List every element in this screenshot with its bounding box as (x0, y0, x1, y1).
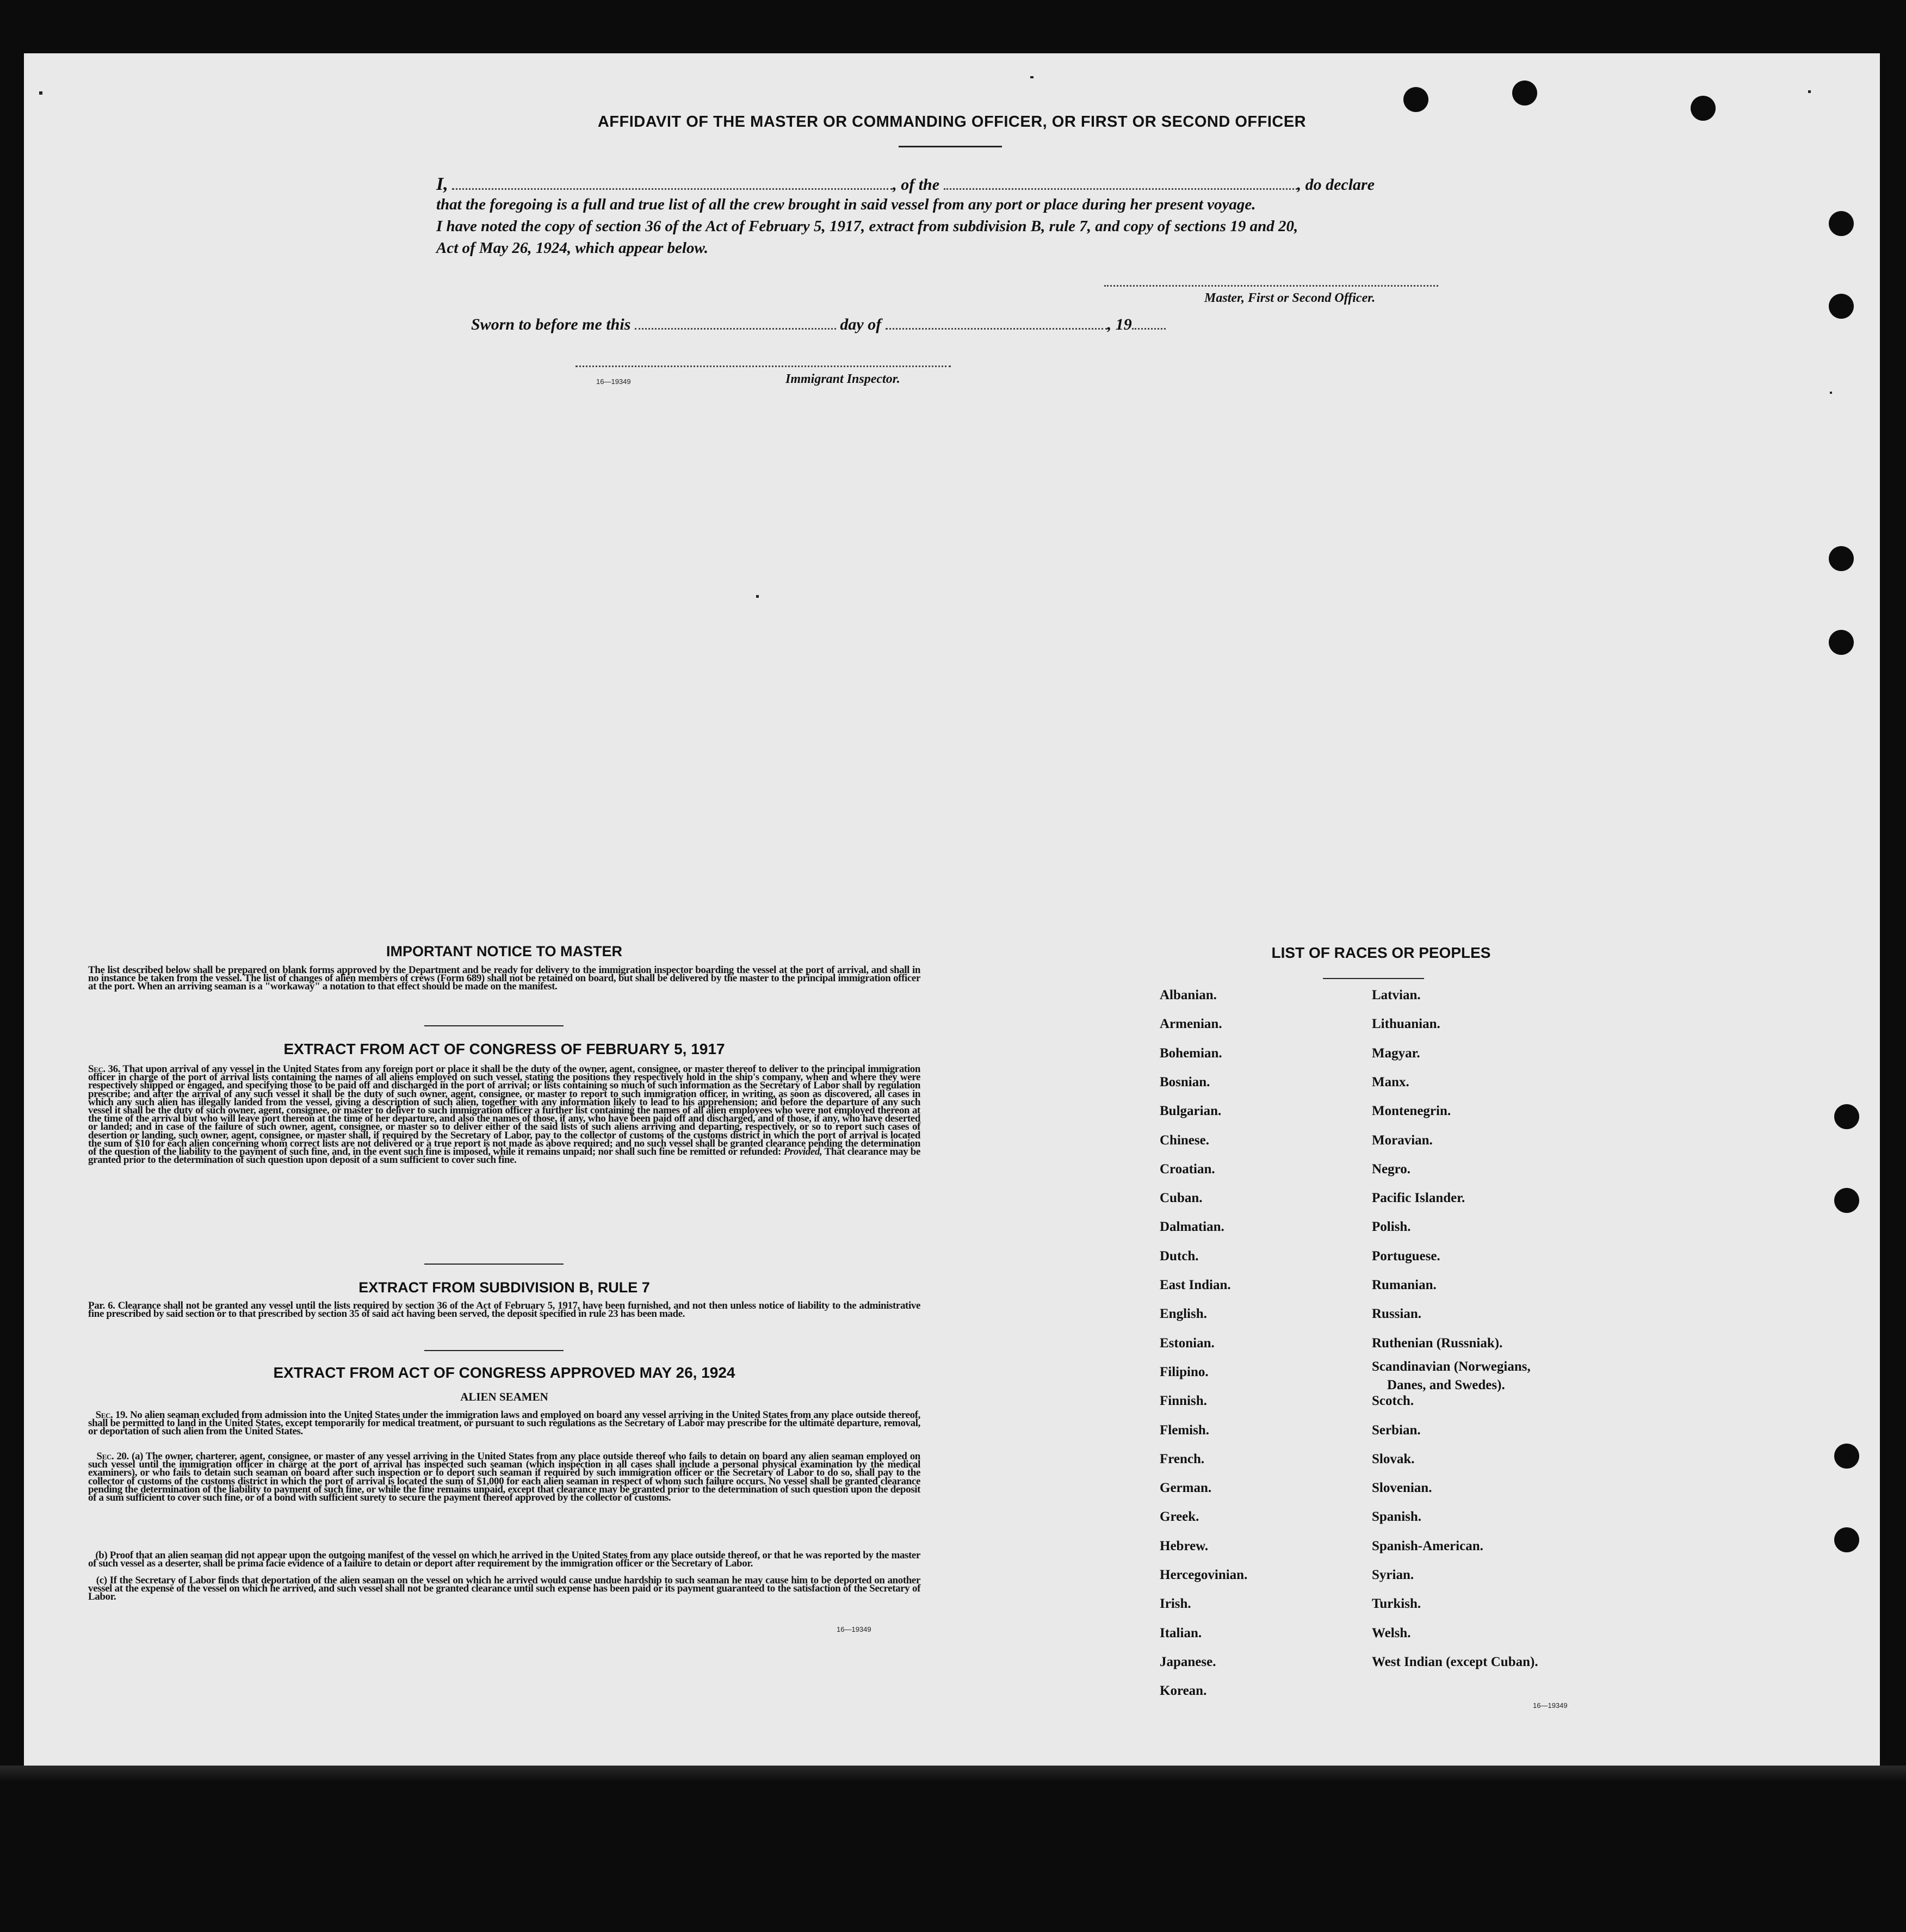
race-item: Italian. (1160, 1625, 1202, 1640)
sec-36-label: Sec. 36. (88, 1063, 121, 1075)
punch-hole (1829, 630, 1854, 655)
races-rule (1323, 978, 1424, 979)
punch-hole (1834, 1188, 1859, 1213)
race-item: Chinese. (1160, 1132, 1209, 1148)
punch-hole (1691, 96, 1716, 121)
rule7-rule (424, 1350, 564, 1351)
race-item: Russian. (1372, 1306, 1422, 1322)
race-item: East Indian. (1160, 1278, 1231, 1292)
race-item: Bulgarian. (1160, 1104, 1222, 1119)
day-of-label: day of (840, 315, 882, 333)
races-title: LIST OF RACES OR PEOPLES (1271, 944, 1491, 961)
bottom-edge (0, 1766, 1906, 1782)
affidavit-title: AFFIDAVIT OF THE MASTER OR COMMANDING OFFICER, OR FIRST OR SECOND OFFICER (597, 113, 1307, 131)
extract-1924-sec19 (88, 1411, 920, 1436)
race-item: Welsh. (1372, 1625, 1411, 1640)
sec-20b-body: (b) Proof that an alien seaman did not appear upon the outgoing manifest of the vessel on which he arrived in the United States from any place outside thereof, or that he was reported by the master of such vessel as a deserter, shall be prima facie evidence of a failure to detain or deport after requirement by the immigration officer or the Secretary of Labor. (88, 1550, 920, 1570)
races-form-number: 16—19349 (1533, 1701, 1568, 1710)
inspector-label: Immigrant Inspector. (785, 372, 900, 386)
race-item: Spanish-American. (1372, 1538, 1483, 1553)
punch-hole (1829, 546, 1854, 571)
race-item: English. (1160, 1306, 1207, 1322)
race-item: Magyar. (1372, 1045, 1420, 1061)
race-item: Korean. (1160, 1683, 1207, 1699)
inspector-signature-line[interactable] (575, 358, 951, 367)
speck-mark (1808, 90, 1811, 93)
year-prefix: , 19 (1107, 315, 1132, 333)
sec-36-end: That clearance may be granted prior to the determination of such question upon deposit of a sum sufficient to cover such fine. (88, 1146, 920, 1166)
sec-19-body: No alien seaman excluded from admission into the United States under the immigration laws and employed on board any vessel arriving in the United States from any place outside thereof, shall be permitted to land in the United States, except temporarily for medical treatment, or pursuant to such regulations as the Secretary of Labor may prescribe for the ultimate departure, removal, or deportation of such alien from the United States. (88, 1409, 920, 1438)
race-item: Serbian. (1372, 1422, 1421, 1438)
race-item: Irish. (1160, 1596, 1191, 1612)
extract-1924-sec20b (88, 1551, 920, 1568)
race-item: Greek. (1160, 1509, 1199, 1525)
speck-mark (1830, 392, 1832, 394)
race-item: Lithuanian. (1372, 1017, 1440, 1032)
provided-label: Provided, (783, 1146, 822, 1158)
punch-hole (1829, 211, 1854, 236)
punch-hole (1834, 1527, 1859, 1552)
sworn-month-blank[interactable] (886, 320, 1107, 330)
race-item: Montenegrin. (1372, 1104, 1451, 1119)
race-item: Rumanian. (1372, 1278, 1437, 1292)
declare-label: , do declare (1297, 176, 1375, 194)
race-item: Turkish. (1372, 1596, 1421, 1612)
extract-form-number: 16—19349 (837, 1625, 871, 1633)
notice-heading: IMPORTANT NOTICE TO MASTER (386, 943, 622, 959)
extract-1917-heading: EXTRACT FROM ACT OF CONGRESS OF FEBRUARY 5, 1917 (283, 1041, 725, 1057)
race-item: German. (1160, 1481, 1212, 1496)
notice-text: The list described below shall be prepared on blank forms approved by the Department and be ready for delivery to the immigration inspector boarding the vessel at the port of arrival, and shall in no instance be taken from the vessel. The list of changes of alien members of crews (Form 689) shall not be retained on board, but shall be delivered by the master to the principal immigration officer at the port. When an arriving seaman is a "workaway" a notation to that effect should be made on the manifest. (88, 964, 920, 993)
declaration-line-2: that the foregoing is a full and true list of all the crew brought in said vessel from any port or place during her present voyage. (436, 196, 1256, 213)
race-item: Bohemian. (1160, 1045, 1222, 1061)
race-item: Dutch. (1160, 1248, 1199, 1264)
race-item: Ruthenian (Russniak). (1372, 1335, 1503, 1351)
master-signature-line[interactable] (1104, 277, 1438, 287)
race-item: Armenian. (1160, 1017, 1222, 1032)
master-signature-label: Master, First or Second Officer. (1204, 291, 1376, 305)
speck-mark (756, 595, 759, 598)
punch-hole (1829, 294, 1854, 319)
punch-hole (1512, 81, 1537, 106)
sec-20a-body: (a) The owner, charterer, agent, consignee, or master of any vessel arriving in the United States from any place outside thereof who fails to detain on board any alien seaman employed on such vessel until the immigration officer in charge at the port of arrival has inspected such seaman (which inspection in all cases shall include a personal physical examination by the medical examiners), or who fails to detain such seaman on board after such inspection or to deport such seaman if required by such immigration officer or the Secretary of Labor to do so, shall pay to the collector of customs of the customs district in which the port of arrival is located the sum of $1,000 for each alien seaman in respect of whom such failure occurs. No vessel shall be granted clearance pending the determination of the liability to payment of such fine, or while the fine remains unpaid, except that clearance may be granted prior to the determination of such question upon the deposit of a sum sufficient to cover such fine, or of a bond with sufficient surety to secure the payment thereof approved by the collector of customs. (88, 1451, 920, 1504)
affidavit-form-number: 16—19349 (596, 377, 631, 386)
race-item: French. (1160, 1451, 1205, 1466)
extract-1924-heading: EXTRACT FROM ACT OF CONGRESS APPROVED MAY 26, 1924 (273, 1364, 735, 1381)
sworn-year-blank[interactable] (1132, 320, 1166, 330)
i-label: I, (436, 174, 448, 194)
punch-hole (1834, 1444, 1859, 1469)
name-blank[interactable] (452, 181, 893, 190)
alien-seamen-subheading: ALIEN SEAMEN (460, 1390, 548, 1403)
race-item: Filipino. (1160, 1364, 1209, 1379)
extract-1924-sec20a (88, 1452, 920, 1502)
race-item: Flemish. (1160, 1422, 1209, 1438)
punch-hole (1403, 87, 1428, 112)
rule7-heading: EXTRACT FROM SUBDIVISION B, RULE 7 (358, 1279, 650, 1296)
extract-1924-sec20c (88, 1576, 920, 1601)
race-item: Cuban. (1160, 1191, 1203, 1206)
sworn-day-blank[interactable] (635, 320, 836, 330)
race-item: Bosnian. (1160, 1074, 1210, 1089)
speck-mark (1030, 76, 1034, 78)
race-item: Croatian. (1160, 1161, 1215, 1176)
race-item: Slovenian. (1372, 1481, 1432, 1496)
race-item: Japanese. (1160, 1654, 1216, 1669)
of-the-label: , of the (893, 176, 940, 194)
race-item: Portuguese. (1372, 1248, 1440, 1264)
sworn-label: Sworn to before me this (471, 315, 631, 333)
race-item: Danes, and Swedes). (1387, 1377, 1505, 1392)
title-rule (899, 146, 1002, 147)
race-item: Hercegovinian. (1160, 1568, 1248, 1582)
race-item: Manx. (1372, 1074, 1409, 1089)
race-item: Scotch. (1372, 1394, 1414, 1409)
notice-rule (424, 1025, 564, 1026)
extract-1917-text (88, 1065, 920, 1164)
race-item: Moravian. (1372, 1132, 1433, 1148)
sec-20c-body: (c) If the Secretary of Labor finds that deportation of the alien seaman on the vessel on which he arrived would cause undue hardship to such seaman he may cause him to be deported on another vessel at the expense of the vessel on which he arrived, and such vessel shall not be granted clearance until such expense has been paid or its payment guaranteed to the satisfaction of the Secretary of Labor. (88, 1575, 920, 1603)
speck-mark (39, 91, 42, 95)
race-item: Hebrew. (1160, 1538, 1209, 1553)
document-sheet (24, 53, 1880, 1766)
race-item: West Indian (except Cuban). (1372, 1654, 1538, 1669)
race-item: Scandinavian (Norwegians, (1372, 1359, 1531, 1374)
sec-19-label: Sec. 19. (95, 1409, 128, 1421)
declaration-line-3: I have noted the copy of section 36 of the Act of February 5, 1917, extract from subdivision B, rule 7, and copy of sections 19 and 20, (436, 218, 1298, 235)
race-item: Slovak. (1372, 1451, 1415, 1466)
race-item: Pacific Islander. (1372, 1191, 1465, 1206)
race-item: Dalmatian. (1160, 1219, 1224, 1235)
punch-hole (1834, 1104, 1859, 1129)
race-item: Estonian. (1160, 1335, 1215, 1351)
vessel-blank[interactable] (944, 181, 1297, 190)
race-item: Albanian. (1160, 988, 1217, 1002)
race-item: Latvian. (1372, 988, 1421, 1002)
race-item: Polish. (1372, 1219, 1411, 1235)
extract-1917-rule (424, 1264, 564, 1265)
sec-36-body: That upon arrival of any vessel in the United States from any foreign port or place it shall be the duty of the owner, agent, consignee, or master thereof to deliver to the principal immigration officer in charge of the port of arrival lists containing the names of all aliens employed on such vessel, stating the positions they respectively hold in the ship's company, when and where they were respectively shipped or engaged, and specifying those to be paid off and discharged in the port of arrival; or lists containing so much of such information as the Secretary of Labor shall by regulation prescribe; and after the arrival of any such vessel it shall be the duty of such owner, agent, consignee, or master to report to such immigration officer, in writing, as soon as discovered, all cases in which any such alien has illegally landed from the vessel, giving a description of such alien, together with any information likely to lead to his apprehension; and before the departure of any such vessel it shall be the duty of such owner, agent, consignee, or master to deliver to such immigration officer a further list containing the names of all alien employees who were not employed thereon at the time of the arrival but who will leave port thereon at the time of her departure, and also the names of those, if any, who have been paid off and discharged, and of those, if any, who have deserted or landed; and in case of the failure of such owner, agent, consignee, or master so to deliver either of the said lists of such aliens arriving and departing, respectively, or so to report such cases of desertion or landing, such owner, agent, consignee, or master shall, if required by the Secretary of Labor, pay to the collector of customs of the customs district in which the port of arrival is located the sum of $10 for each alien concerning whom correct lists are not delivered or a true report is not made as above required; and no such vessel shall be granted clearance pending the determination of the question of the liability to the payment of such fine, and, in the event such fine is imposed, while it remains unpaid; nor shall such fine be remitted or refunded: (88, 1063, 921, 1158)
race-item: Syrian. (1372, 1568, 1414, 1582)
race-item: Spanish. (1372, 1509, 1422, 1525)
declaration-line-1 (436, 174, 1375, 195)
rule7-text: Par. 6. Clearance shall not be granted any vessel until the lists required by section 36 of the Act of February 5, 1917, have been furnished, and not then unless notice of liability to the administrative fine prescribed by said section or to that prescribed by section 35 of said act having been served, the deposit specified in rule 23 has been made. (88, 1300, 920, 1320)
sec-20-label: Sec. 20. (96, 1451, 129, 1462)
race-item: Negro. (1372, 1161, 1411, 1176)
sworn-line (471, 315, 1166, 334)
race-item: Finnish. (1160, 1394, 1207, 1409)
declaration-line-4: Act of May 26, 1924, which appear below. (436, 239, 708, 257)
